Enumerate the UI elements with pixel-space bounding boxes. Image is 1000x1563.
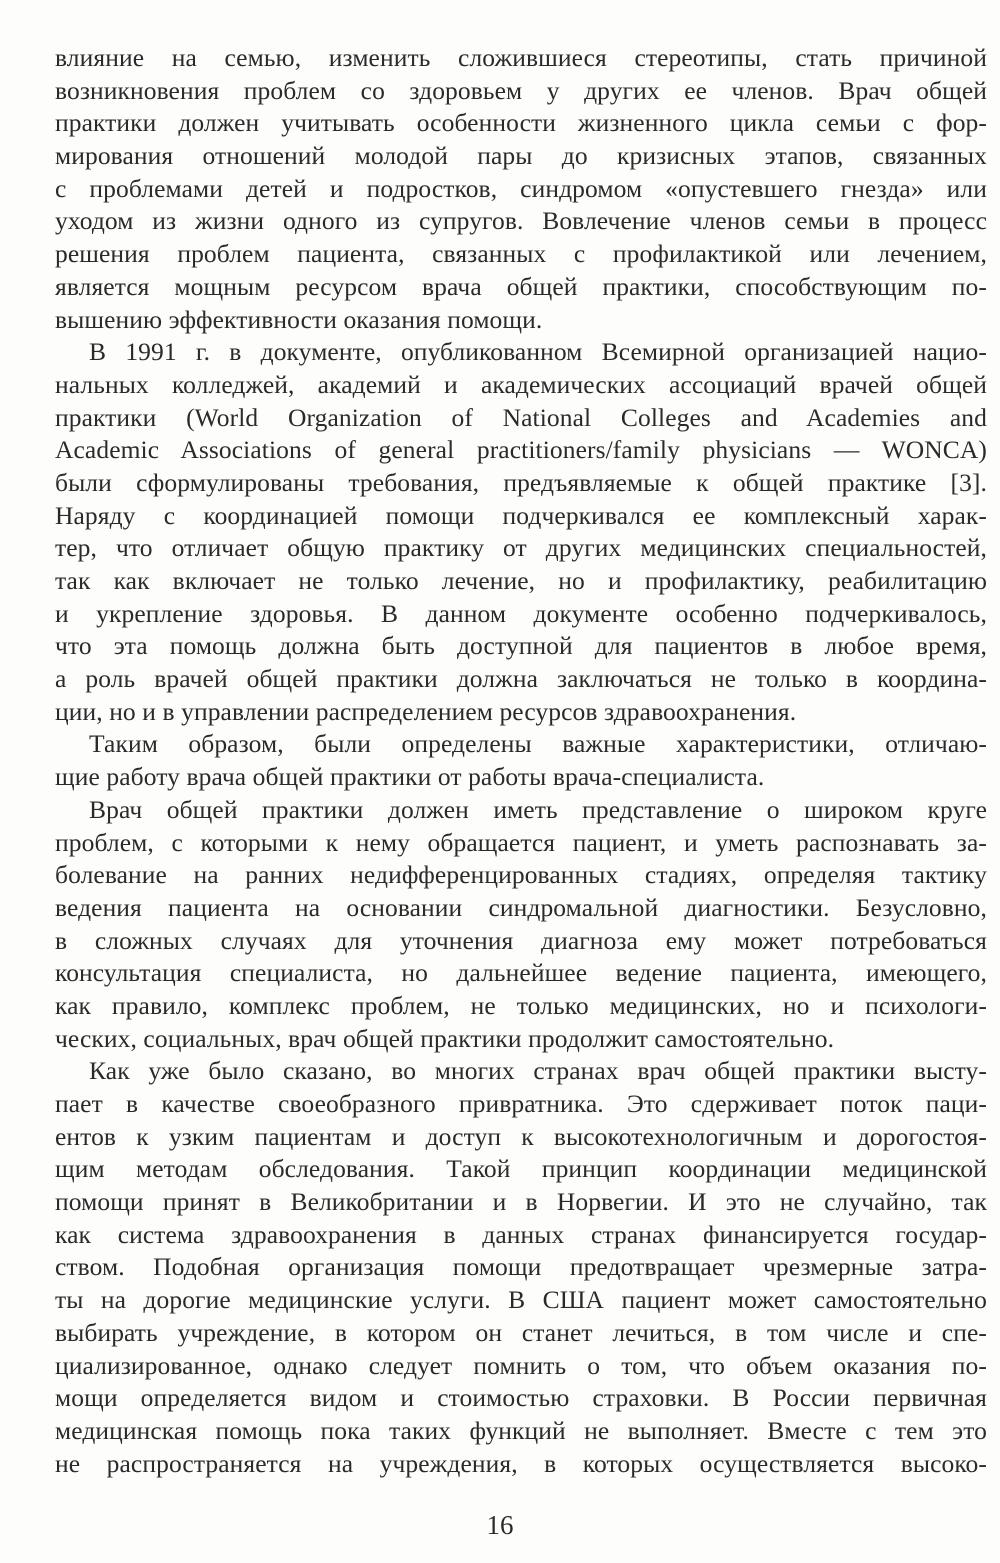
text-line: является мощным ресурсом врача общей практики, способствующим по- <box>55 271 987 301</box>
page-number: 16 <box>486 1510 514 1540</box>
text-line: медицинская помощь пока таких функций не выполняет. Вместе с тем это <box>55 1415 987 1445</box>
text-line: Наряду с координацией помощи подчеркивался ее комплексный харак- <box>55 500 987 530</box>
text-line: как правило, комплекс проблем, не только медицинских, но и психологи- <box>55 990 987 1020</box>
text-line: с проблемами детей и подростков, синдромом «опустевшего гнезда» или <box>55 173 987 203</box>
text-line: выбирать учреждение, в котором он станет лечиться, в том числе и спе- <box>55 1317 987 1347</box>
text-line: циализированное, однако следует помнить о том, что объем оказания по- <box>55 1350 987 1380</box>
text-line: так как включает не только лечение, но и профилактику, реабилитацию <box>55 566 987 595</box>
text-line: Врач общей практики должен иметь представление о широком круге <box>89 794 987 824</box>
text-line: ты на дорогие медицинские услуги. В США пациент может самостоятельно <box>55 1285 987 1315</box>
text-line: практики (World Organization of National Colleges and Academies and <box>55 402 987 432</box>
text-line: ентов к узким пациентам и доступ к высокотехнологичным и дорогостоя- <box>55 1121 987 1151</box>
paragraph <box>55 42 987 336</box>
text-line: уходом из жизни одного из супругов. Вовлечение членов семьи в процесс <box>55 206 987 236</box>
text-line: практики должен учитывать особенности жизненного цикла семьи с фор- <box>55 108 987 138</box>
text-line: пает в качестве своеобразного привратника. Это сдерживает поток паци- <box>55 1089 987 1118</box>
text-line: были сформулированы требования, предъявляемые к общей практике [3]. <box>55 467 987 497</box>
text-line: ством. Подобная организация помощи предотвращает чрезмерные затра- <box>55 1252 987 1282</box>
text-line: Academic Associations of general practitioners/family physicians — WONCA) <box>55 435 987 465</box>
text-line: вышению эффективности оказания помощи. <box>55 304 543 334</box>
text-line: не распространяется на учреждения, в которых осуществляется высоко- <box>55 1448 987 1478</box>
paragraph <box>55 794 987 1056</box>
text-line: мощи определяется видом и стоимостью страховки. В России первичная <box>55 1383 987 1413</box>
paragraph <box>55 1055 987 1480</box>
text-line: нальных колледжей, академий и академических ассоциаций врачей общей <box>55 369 987 399</box>
text-line: щие работу врача общей практики от работы врача-специалиста. <box>55 762 765 792</box>
text-line: влияние на семью, изменить сложившиеся стереотипы, стать причиной <box>55 43 987 72</box>
paragraph <box>55 728 987 793</box>
text-line: ции, но и в управлении распределением ресурсов здравоохранения. <box>55 696 797 726</box>
text-line: решения проблем пациента, связанных с профилактикой или лечением, <box>55 239 987 269</box>
text-line: что эта помощь должна быть доступной для пациентов в любое время, <box>55 631 987 661</box>
text-line: помощи принят в Великобритании и в Норвегии. И это не случайно, так <box>55 1187 987 1217</box>
text-line: тер, что отличает общую практику от других медицинских специальностей, <box>55 533 987 563</box>
text-line: ческих, социальных, врач общей практики продолжит самостоятельно. <box>55 1023 835 1053</box>
text-line: Таким образом, были определены важные характеристики, отличаю- <box>89 729 987 759</box>
text-line: проблем, с которыми к нему обращается пациент, и уметь распознавать за- <box>55 827 987 857</box>
paragraph <box>55 336 987 728</box>
body-text <box>55 42 987 1480</box>
text-line: возникновения проблем со здоровьем у других ее членов. Врач общей <box>55 75 987 105</box>
text-line: Как уже было сказано, во многих странах врач общей практики высту- <box>89 1056 987 1086</box>
text-line: в сложных случаях для уточнения диагноза ему может потребоваться <box>55 925 987 955</box>
text-line: щим методам обследования. Такой принцип координации медицинской <box>55 1154 987 1184</box>
text-line: как система здравоохранения в данных странах финансируется государ- <box>55 1219 987 1249</box>
text-line: консультация специалиста, но дальнейшее ведение пациента, имеющего, <box>55 958 987 988</box>
text-line: мирования отношений молодой пары до кризисных этапов, связанных <box>55 141 987 171</box>
text-line: а роль врачей общей практики должна заключаться не только в координа- <box>55 664 987 694</box>
text-line: болевание на ранних недифференцированных стадиях, определяя тактику <box>55 860 987 890</box>
text-line: и укрепление здоровья. В данном документе особенно подчеркивалось, <box>55 598 987 628</box>
text-line: ведения пациента на основании синдромальной диагностики. Безусловно, <box>55 892 987 922</box>
text-line: В 1991 г. в документе, опубликованном Всемирной организацией нацио- <box>89 337 987 367</box>
